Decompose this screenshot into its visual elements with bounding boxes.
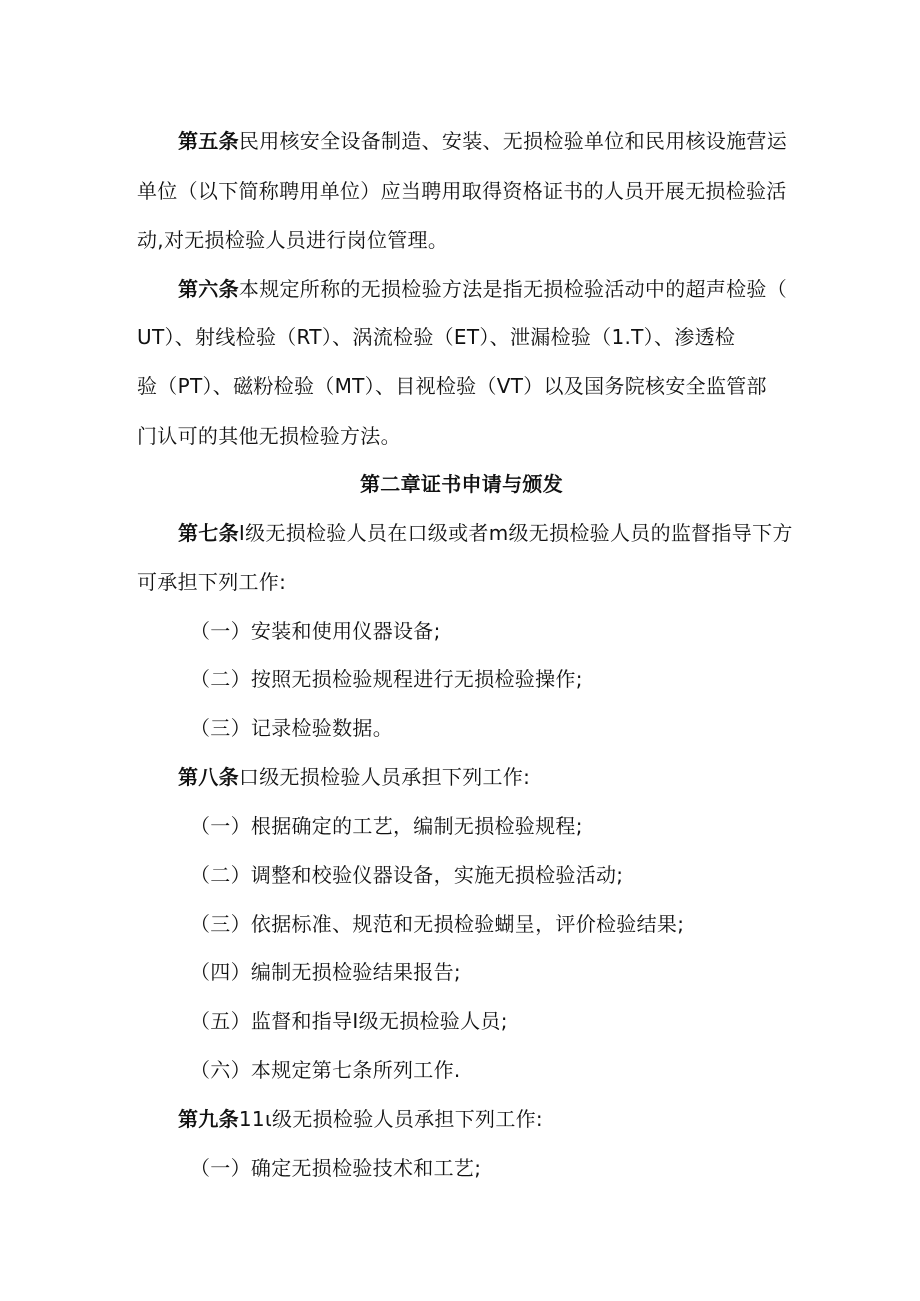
- article-6-line-2: UT）、射线检验（RT）、涡流检验（ET）、泄漏检验（1.T）、渗透检: [137, 325, 736, 349]
- article-5-line-2: 单位（以下简称聘用单位）应当聘用取得资格证书的人员开展无损检验活: [137, 179, 787, 203]
- article-8-item-6: （六）本规定第七条所列工作.: [190, 1058, 461, 1082]
- article-6-line-3: 验（PT）、磁粉检验（MT）、目视检验（VT）以及国务院核安全监管部: [137, 374, 767, 398]
- article-7-item-2: （二）按照无损检验规程进行无损检验操作;: [190, 667, 583, 691]
- article-5-label: 第五条: [178, 129, 239, 153]
- article-5-line-3: 动,对无损检验人员进行岗位管理。: [137, 228, 449, 252]
- article-7-line-1: [178, 519, 793, 547]
- article-8-item-3: （三）依据标准、规范和无损检验蝴呈，评价检验结果;: [190, 912, 685, 936]
- article-5-line-1: [178, 127, 787, 155]
- article-7-line-2: 可承担下列工作:: [137, 570, 287, 594]
- article-9-line-1: [178, 1105, 543, 1133]
- article-5-text-1: 民用核安全设备制造、安装、无损检验单位和民用核设施营运: [238, 129, 788, 153]
- article-9-item-1: （一）确定无损检验技术和工艺;: [190, 1156, 482, 1180]
- article-9-text-1: 11ι级无损检验人员承担下列工作:: [238, 1107, 543, 1131]
- article-9-label: 第九条: [178, 1107, 239, 1131]
- article-8-item-4: （四）编制无损检验结果报告;: [190, 960, 461, 984]
- article-8-item-1: （一）根据确定的工艺，编制无损检验规程;: [190, 814, 583, 838]
- article-8-text-1: 口级无损检验人员承担下列工作:: [238, 765, 531, 789]
- article-8-item-2: （二）调整和校验仪器设备，实施无损检验活动;: [190, 863, 624, 887]
- article-6-line-1: [178, 275, 787, 303]
- article-7-item-1: （一）安装和使用仪器设备;: [190, 619, 441, 643]
- article-8-item-5: （五）监督和指导I级无损检验人员;: [190, 1009, 508, 1033]
- article-8-line-1: [178, 763, 530, 791]
- article-7-text-1: I级无损检验人员在口级或者m级无损检验人员的监督指导下方: [238, 521, 793, 545]
- article-8-label: 第八条: [178, 765, 239, 789]
- chapter-heading: 第二章证书申请与颁发: [360, 472, 563, 496]
- article-6-line-4: 门认可的其他无损检验方法。: [137, 424, 401, 448]
- article-7-label: 第七条: [178, 521, 239, 545]
- article-6-label: 第六条: [178, 277, 239, 301]
- article-7-item-3: （三）记录检验数据。: [190, 716, 393, 740]
- article-6-text-1: 本规定所称的无损检验方法是指无损检验活动中的超声检验（: [238, 277, 788, 301]
